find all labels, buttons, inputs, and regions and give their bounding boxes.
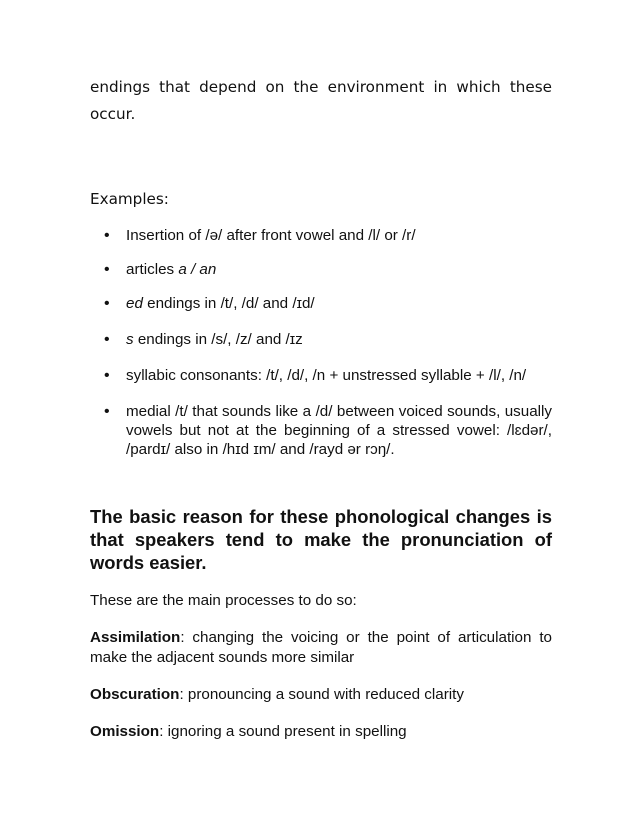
- process-definition: [90, 722, 552, 742]
- list-item-text: articles: [126, 261, 179, 278]
- processes-intro: These are the main processes to do so:: [90, 592, 357, 609]
- intro-paragraph: [90, 74, 552, 128]
- list-item: [104, 294, 552, 313]
- list-item-italic: a / an: [178, 261, 217, 278]
- list-item-text: endings in /s/, /z/ and /ɪz: [133, 331, 303, 348]
- process-text: : ignoring a sound present in spelling: [159, 723, 407, 740]
- process-term: Assimilation: [90, 629, 181, 646]
- list-item: [104, 402, 552, 459]
- examples-heading: Examples:: [90, 190, 169, 208]
- intro-text: endings that depend on the environment in which these occur.: [90, 78, 552, 123]
- process-term: Omission: [90, 723, 160, 740]
- bullet-icon: •: [104, 227, 110, 244]
- list-item: [104, 366, 552, 385]
- process-term: Obscuration: [90, 686, 180, 703]
- thesis-heading: The basic reason for these phonological changes is that speakers tend to make the pronunciation of words easier.: [90, 506, 552, 573]
- bullet-icon: •: [104, 367, 110, 384]
- list-item: [104, 260, 552, 279]
- list-item-italic: ed: [126, 295, 143, 312]
- list-item-text: Insertion of /ə/ after front vowel and /l/ or /r/: [126, 227, 416, 244]
- bullet-icon: •: [104, 295, 110, 312]
- list-item: [104, 226, 552, 245]
- list-item: [104, 330, 552, 349]
- examples-list: [104, 226, 552, 459]
- bullet-icon: •: [104, 261, 110, 278]
- process-definition: [90, 685, 552, 705]
- list-item-text: syllabic consonants: /t/, /d/, /n + unstressed syllable + /l/, /n/: [126, 367, 527, 384]
- process-text: : changing the voicing or the point of articulation to make the adjacent sounds more similar: [90, 629, 552, 666]
- bullet-icon: •: [104, 403, 110, 420]
- process-text: : pronouncing a sound with reduced clarity: [179, 686, 464, 703]
- list-item-text: endings in /t/, /d/ and /ɪd/: [142, 295, 315, 312]
- process-definition: [90, 628, 552, 668]
- list-item-text: medial /t/ that sounds like a /d/ between voiced sounds, usually vowels but not at the beginning of a stressed vowel: /lɛdər/, /pardɪ/ also in /hɪd ɪm/ and /rayd ər rɔŋ/.: [126, 403, 552, 458]
- bullet-icon: •: [104, 331, 110, 348]
- list-item-italic: s: [126, 331, 134, 348]
